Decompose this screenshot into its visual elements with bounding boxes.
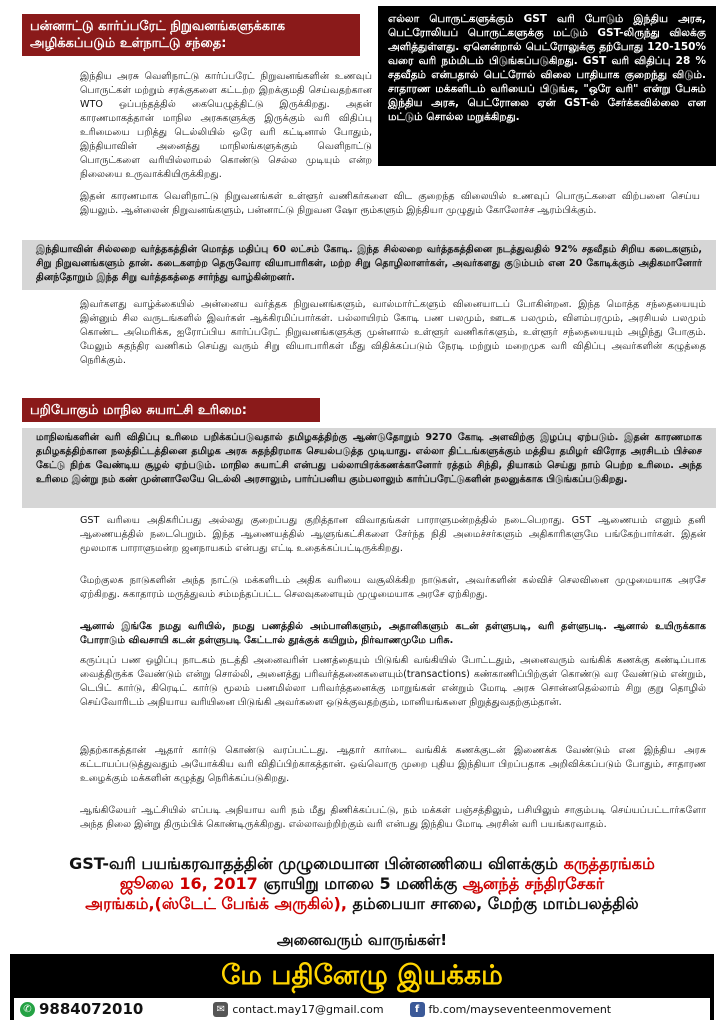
- paragraph-foreign-companies: இதன் காரணமாக வெளிநாட்டு நிறுவனங்கள் உள்ளூர் வணிகர்களை விட குறைந்த விலையில் உணவுப் பொருட்களை விற்பனை செய்ய இயலும். ஆன்லைன் நிறுவனங்களும், பன்னாட்டு நிறுவன ஷோ ரூம்களும் இந்தியா முழுதும் கோலோச்ச ஆரம்பிக்கும்.: [80, 191, 700, 216]
- event-line-3: [14, 894, 710, 914]
- contact-bar: [14, 998, 710, 1020]
- event-line-1: [14, 854, 710, 874]
- paragraph-walmart: இவர்களது வாழ்க்கையில் அன்னைய வர்த்தக நிறுவனங்களும், வால்மார்ட்களும் வினையாடப் போகின்றன. இந்த மொத்த சந்தையையும் இன்னும் சில வருடங்களில் இவர்கள் ஆக்கிரமிப்பார்கள். பல்லாயிரம் கோடி பண பலமும், ஊடக பலமும், விளம்பரமும், அரசியல் பலமும் கொண்ட அமெரிக்க, ஐரோப்பிய கார்ப்பரேட் நிறுவனங்களுக்கு முன்னால் உள்ளூர் வணிகர்களும், உள்ளூர் சந்தையையும் அழிந்து போகும். மேலும் சுதந்திர வணிகம் செய்து வரும் சிறு வியாபாரிகள் மீது விதிக்கப்படும் நேரடி மற்றும் மறைமுக வரி விதிப்பு அவர்களின் கழுத்தை நெரிக்கும்.: [80, 299, 706, 366]
- event-date: ஜூலை 16, 2017: [119, 874, 258, 893]
- section1-title-line2: அழிக்கப்படும் உள்நாட்டு சந்தை:: [30, 36, 227, 51]
- gst-callout-box: [378, 6, 716, 166]
- event-announcement: [14, 854, 710, 926]
- retail-stat-band: இந்தியாவின் சில்லறை வர்த்தகத்தின் மொத்த மதிப்பு 60 லட்சம் கோடி. இந்த சில்லறை வர்த்தகத்தினை நடத்துவதில் 92% சதவீதம் சிறிய கடைகளும், சிறு நிறுவனங்களும் தான். கடைகளற்ற தெருவோர வியாபாரிகள், மற்ற சிறு தொழிலாளர்கள், அவர்களது குடும்பம் என 20 கோடிக்கும் அதிகமானோர் தினந்தோறும் இந்த சிறு வர்த்தகத்தை சார்ந்து வாழ்கின்றனர்.: [22, 240, 716, 290]
- facebook-icon: f: [410, 1002, 425, 1017]
- event-venue-hall: அரங்கம்,(ஸ்டேட் பேங்க் அருகில்),: [85, 894, 347, 913]
- phone-number[interactable]: 9884072010: [39, 1000, 144, 1018]
- gst-callout-text: எல்லா பொருட்களுக்கும் GST வரி போடும் இந்திய அரசு, பெட்ரோலியப் பொருட்களுக்கு மட்டும் GST-லிருந்து விலக்கு அளித்துள்ளது. ஏனென்றால் பெட்ரோலுக்கு தற்போது 120-150% வரை வரி நம்மிடம் பிடுங்கப்படுகிறது. GST வரி விதிப்பு 28 % சதவீதம் என்பதால் பெட்ரோல் விலை பாதியாக குறைந்து விடும். சாதாரண மக்களிடம் வரியைப் பிடுங்க, "ஒரே வரி" என்று பேசும் இந்திய அரசு, பெட்ரோலை ஏன் GST-ல் சேர்க்கவில்லை என மட்டும் சொல்ல மறுக்கிறது.: [388, 13, 706, 123]
- organization-name: மே பதினேழு இயக்கம்: [221, 960, 503, 991]
- paragraph-western-countries: மேற்குலக நாடுகளின் அந்த நாட்டு மக்களிடம் அதிக வரியை வசூலிக்கிற நாடுகள், அவர்களின் கல்விச் செலவினை முழுமையாக அரசே ஏற்கிறது. சுகாதாரம் மருத்துவம் சம்மந்தப்பட்ட செலவுகளையும் முழுமையாக அரசே ஏற்கிறது.: [80, 575, 706, 600]
- footer: [10, 954, 714, 1020]
- facebook-link[interactable]: fb.com/mayseventeenmovement: [428, 1002, 612, 1016]
- event-venue-name: ஆனந்த் சந்திரசேகர்: [462, 874, 605, 893]
- paragraph-aadhaar: இதற்காகத்தான் ஆதார் கார்டு கொண்டு வரப்பட்டது. ஆதார் கார்டை வங்கிக் கணக்குடன் இணைக்க வேண்டும் என இந்திய அரசு கட்டாயப்படுத்துவதும் அயோக்கிய வரி விதிப்பிற்காகத்தான். ஒவ்வொரு முறை புதிய இந்தியா பிறப்பதாக அறிவிக்கப்படும் போதும், சாதாரண உழைக்கும் மக்களின் கழுத்து நெரிக்கப்படுகிறது.: [80, 745, 706, 784]
- paragraph-gst-council: GST வரியை அதிகரிப்பது அல்லது குறைப்பது குறித்தான விவாதங்கள் பாராளுமன்றத்தில் நடைபெறாது. GST ஆணையம் எனும் தனி ஆணையத்தில் நடைபெறும். இந்த ஆணையத்தில் ஆளுங்கட்சிகளை சேர்ந்த நிதி அமைச்சர்களும் அதிகாரிகளுமே பங்கேற்பார்கள். இதன் மூலமாக பாராளுமன்ற ஜனநாயகம் என்பது எட்டி உதைக்கப்பட்டிருக்கிறது.: [80, 515, 706, 554]
- event-topic: GST-வரி பயங்கரவாதத்தின் முழுமையான பின்னணியை விளக்கும்: [69, 854, 558, 873]
- event-invite: அனைவரும் வாருங்கள்!: [276, 931, 448, 949]
- event-line-2: [14, 874, 710, 894]
- paragraph-wto: இந்திய அரசு வெளிநாட்டு கார்ப்பரேட் நிறுவனங்களின் உணவுப் பொருட்கள் மற்றும் சரக்குகளை கட்டற்ற இறக்குமதி செய்வதற்கான WTO ஒப்பந்தத்தில் கையெழுத்திட்டு இருக்கிறது. அதன் காரணமாகத்தான் மாநில அரசுகளுக்கு இருக்கும் வரி விதிப்பு உரிமையை பறித்து டெல்லியில் ஒரே வரி கட்டினால் போதும், இந்தியாவின் அனைத்து மாநிலங்களுக்கும் வெளிநாட்டு பொருட்களை வரியில்லாமல் கொண்டு செல்ல முடியும் என்ற நிலையை உருவாக்கியிருக்கிறது.: [80, 71, 372, 180]
- event-venue-address: தம்பையா சாலை, மேற்கு மாம்பலத்தில்: [352, 894, 639, 913]
- whatsapp-icon: ✆: [20, 1002, 35, 1017]
- event-type: கருத்தரங்கம்: [563, 854, 655, 873]
- section2-title: பறிபோகும் மாநில சுயாட்சி உரிமை:: [22, 398, 320, 422]
- section1-title-line1: பன்னாட்டு கார்ப்பரேட் நிறுவனங்களுக்காக: [30, 19, 286, 34]
- section1-title: [22, 14, 360, 56]
- paragraph-farmers: ஆனால் இங்கே நமது வரியில், நமது பணத்தில் அம்பானிகளும், அதானிகளும் கடன் தள்ளுபடி, வரி தள்ளுபடி. ஆனால் உயிருக்காக போராடும் விவசாயி கடன் தள்ளுபடி கேட்டால் தூக்குக் கயிறும், நிர்வாணமுமே பரிசு.: [80, 621, 706, 646]
- email-icon: ✉: [213, 1002, 228, 1017]
- event-time: ஞாயிறு மாலை 5 மணிக்கு: [263, 874, 458, 893]
- email-address[interactable]: contact.may17@gmail.com: [232, 1002, 384, 1016]
- paragraph-black-money: கருப்புப் பண ஒழிப்பு நாடகம் நடத்தி அனைவரின் பணத்தையும் பிடுங்கி வங்கியில் போட்டதும், அனைவரும் வங்கிக் கணக்கு கண்டிப்பாக வைத்திருக்க வேண்டும் என்று சொல்லி, அனைத்து பரிவர்த்தனைகளையும்(transactions) கண்காணிப்பிற்குள் கொண்டு வர வேண்டும் என்றும், டெபிட் கார்டு, கிரெடிட் கார்டு மூலம் பணமில்லா பரிவர்த்தனைக்கு மாறுங்கள் என்றும் மோடி அரசு சொன்னதெல்லாம் சிறு குறு தொழில் செய்வோரிடம் அநியாய வரியினை பிடுங்கி அவர்களை ஒடுக்குவதற்கும், மானியங்களை நிறுத்துவதற்கும்தான்.: [80, 655, 706, 708]
- state-autonomy-band: மாநிலங்களின் வரி விதிப்பு உரிமை பறிக்கப்படுவதால் தமிழகத்திற்கு ஆண்டுதோறும் 9270 கோடி அளவிற்கு இழப்பு ஏற்படும். இதன் காரணமாக தமிழகத்திற்கான நலத்திட்டத்தினை தமிழக அரசு சுதந்திரமாக செயல்படுத்த முடியாது. எல்லா திட்டங்களுக்கும் மத்திய தமிழர் விரோத அரசிடம் பிச்சை கேட்டு நிற்க வேண்டிய சூழல் ஏற்படும். மாநில சுயாட்சி என்பது பல்லாயிரக்கணக்கானோர் ரத்தம் சிந்தி, தியாகம் செய்து நாம் பெற்ற உரிமை. அந்த உரிமை இன்று நம் கண் முன்னாலேயே டெல்லி அரசாலும், பார்ப்பனிய கும்பலாலும் கார்ப்பரேட்டுகளின் நலனுக்காக பிடுங்கப்படுகிறது.: [22, 428, 716, 508]
- paragraph-british-rule: ஆங்கிலேயர் ஆட்சியில் எப்படி அநியாய வரி நம் மீது திணிக்கப்பட்டு, நம் மக்கள் பஞ்சத்திலும், பசியிலும் சாகும்படி செய்யப்பட்டார்களோ அந்த நிலை இன்று திரும்பிக் கொண்டிருக்கிறது. எல்லாவற்றிற்கும் வரி என்பது இந்திய மோடி அரசின் வரி பயங்கரவாதம்.: [80, 805, 706, 830]
